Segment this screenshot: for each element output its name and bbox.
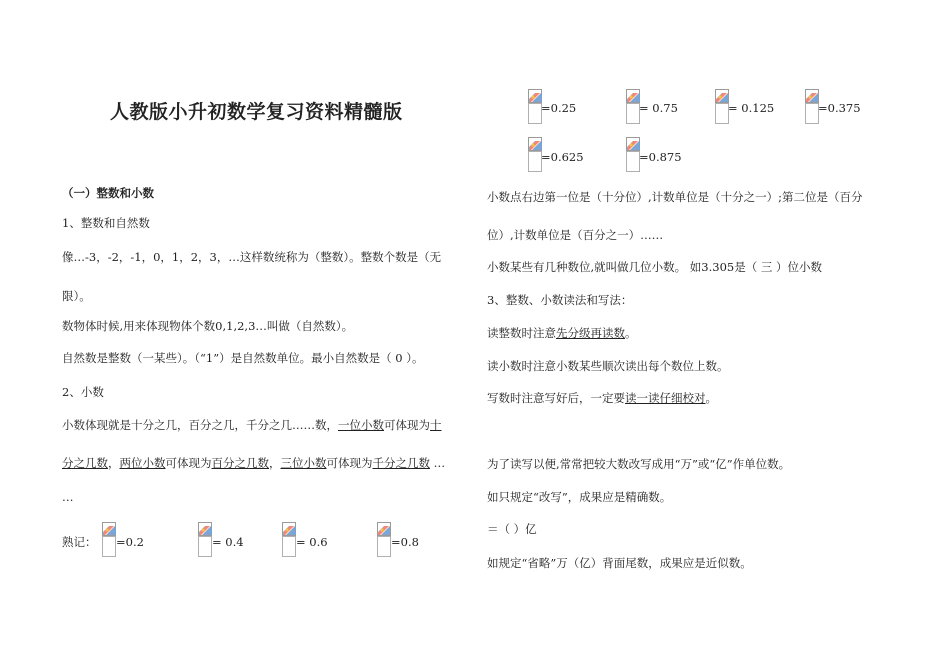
fraction-image-icon bbox=[282, 522, 296, 556]
underlined-term: 百分之几数 bbox=[211, 456, 269, 470]
fraction-value: = 0.4 bbox=[212, 535, 244, 549]
fraction-image-icon bbox=[102, 522, 116, 556]
fraction-image-icon bbox=[528, 137, 542, 171]
paragraph-exact-number: 如只规定“改写”，成果应是精确数。 bbox=[487, 490, 672, 504]
item-integers-natural: 1、整数和自然数 bbox=[62, 216, 150, 230]
text-run: ， bbox=[269, 456, 281, 470]
paragraph-decimals-a bbox=[62, 418, 442, 432]
memorize-label: 熟记： bbox=[62, 535, 97, 549]
text-run: 可体现为 bbox=[326, 456, 373, 470]
page-title: 人教版小升初数学复习资料精髓版 bbox=[110, 101, 403, 123]
paragraph-integers-a: 像…-3，-2，-1，0，1，2，3，…这样数统称为（整数）。整数个数是（无 bbox=[62, 250, 442, 264]
paragraph-decimals-b bbox=[62, 456, 445, 470]
fraction-image-icon bbox=[626, 137, 640, 171]
underlined-term: 先分级再读数 bbox=[556, 326, 625, 340]
fraction-value: =0.625 bbox=[541, 150, 584, 164]
fraction-image-icon bbox=[198, 522, 212, 556]
underlined-term: 两位小数 bbox=[119, 456, 166, 470]
fraction-value: = 0.125 bbox=[728, 101, 775, 115]
text-run: 。 bbox=[705, 391, 717, 405]
paragraph-integers-b: 限）。 bbox=[62, 289, 91, 303]
paragraph-natural-unit: 自然数是整数（一某些）。（“1”）是自然数单位。最小自然数是（ 0 ）。 bbox=[62, 351, 424, 365]
fraction-image-icon bbox=[626, 89, 640, 123]
text-run: 读整数时注意 bbox=[487, 326, 556, 340]
underlined-term: 一位小数 bbox=[338, 418, 384, 432]
paragraph-equals-yi: ＝（ ）亿 bbox=[487, 522, 537, 536]
fraction-value: =0.875 bbox=[639, 150, 682, 164]
paragraph-read-integers bbox=[487, 326, 637, 340]
item-reading-writing: 3、整数、小数读法和写法： bbox=[487, 293, 633, 307]
text-run: 小数体现就是十分之几，百分之几，千分之几……数， bbox=[62, 418, 338, 432]
paragraph-natural-numbers: 数物体时候,用来体现物体个数0,1,2,3…叫做（自然数）。 bbox=[62, 319, 354, 333]
underlined-term: 分之几数 bbox=[62, 456, 108, 470]
fraction-image-icon bbox=[528, 89, 542, 123]
text-run: 可体现为 bbox=[165, 456, 212, 470]
paragraph-read-decimals: 读小数时注意小数某些顺次读出每个数位上数。 bbox=[487, 359, 729, 373]
text-run: 。 bbox=[625, 326, 637, 340]
fraction-value: = 0.6 bbox=[296, 535, 328, 549]
text-run: … bbox=[430, 456, 446, 470]
text-run: 可体现为 bbox=[384, 418, 430, 432]
fraction-value: =0.2 bbox=[116, 535, 144, 549]
fraction-value: = 0.75 bbox=[639, 101, 678, 115]
fraction-image-icon bbox=[377, 522, 391, 556]
underlined-term: 十 bbox=[430, 418, 442, 432]
paragraph-decimal-places-b: 位）,计数单位是（百分之一）…… bbox=[487, 228, 664, 242]
item-decimals: 2、小数 bbox=[62, 385, 104, 399]
fraction-image-icon bbox=[715, 89, 729, 123]
text-run: 写数时注意写好后，一定要 bbox=[487, 391, 625, 405]
paragraph-rewrite-units: 为了读写以便,常常把较大数改写成用“万”或“亿”作单位数。 bbox=[487, 457, 791, 471]
paragraph-decimals-c: … bbox=[62, 490, 74, 504]
fraction-value: =0.25 bbox=[541, 101, 577, 115]
underlined-term: 三位小数 bbox=[280, 456, 327, 470]
underlined-term: 读一读仔细校对 bbox=[625, 391, 706, 405]
paragraph-decimal-digits: 小数某些有几种数位,就叫做几位小数。 如3.305是（ 三 ）位小数 bbox=[487, 260, 823, 274]
text-run: ， bbox=[108, 456, 120, 470]
paragraph-decimal-places-a: 小数点右边第一位是（十分位）,计数单位是（十分之一）;第二位是（百分 bbox=[487, 190, 863, 204]
underlined-term: 千分之几数 bbox=[372, 456, 430, 470]
fraction-value: =0.375 bbox=[818, 101, 861, 115]
paragraph-approximate: 如规定“省略”万（亿）背面尾数，成果应是近似数。 bbox=[487, 556, 752, 570]
fraction-value: =0.8 bbox=[391, 535, 419, 549]
paragraph-write-numbers bbox=[487, 391, 717, 405]
fraction-image-icon bbox=[805, 89, 819, 123]
section-heading-integers-decimals: （一）整数和小数 bbox=[62, 186, 154, 200]
